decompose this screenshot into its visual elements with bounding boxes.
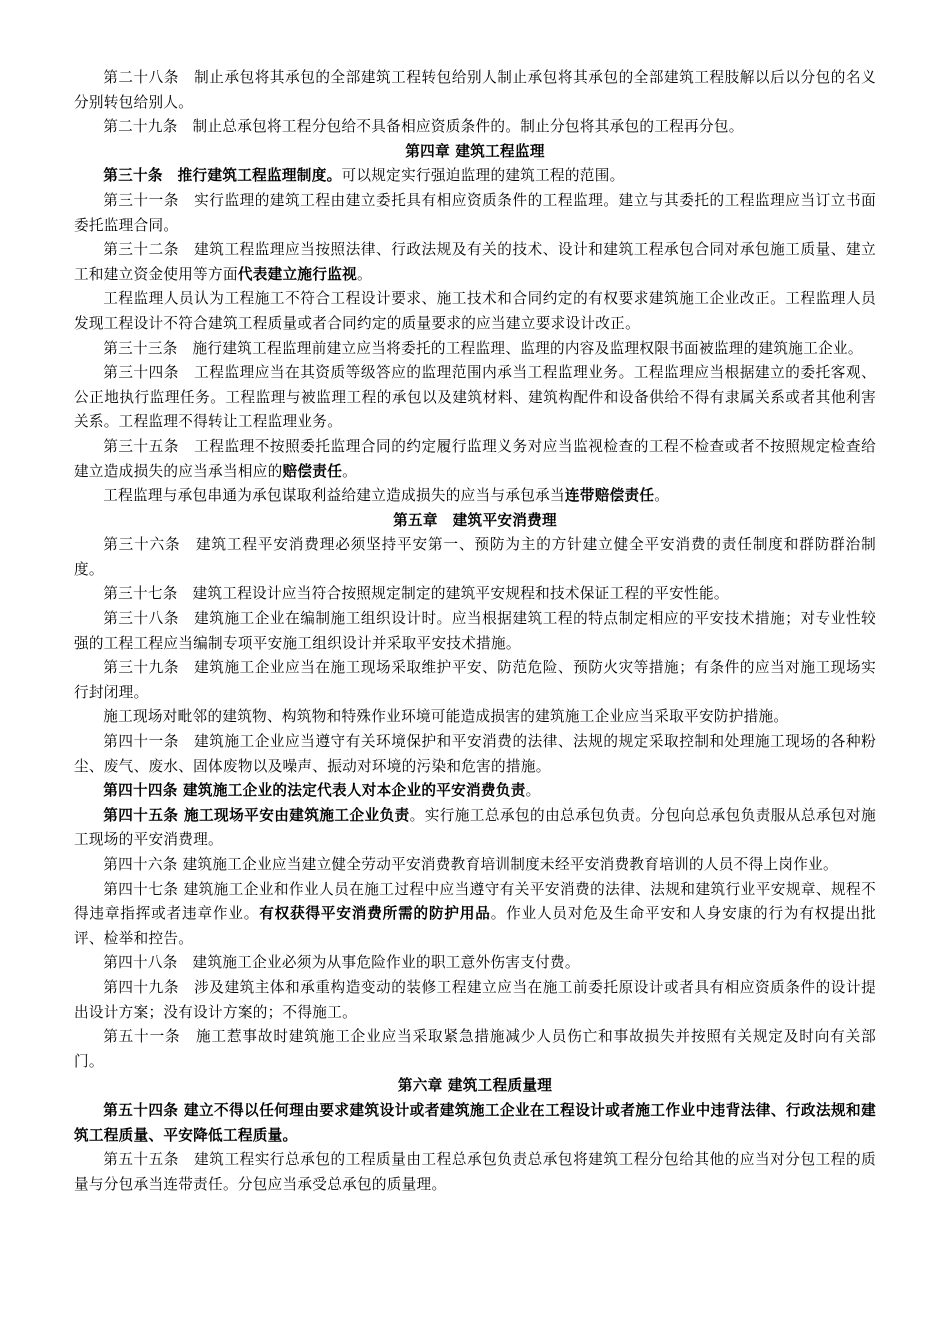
text-run: 第四十九条 涉及建筑主体和承重构造变动的装修工程建立应当在施工前委托原设计或者具有相应资质条件的设计提出设计方案；没有设计方案的；不得施工。 [74,978,876,1021]
article-paragraph [74,484,876,509]
bold-text: 连带赔偿责任 [564,487,655,505]
text-run: 第二十八条 制止承包将其承包的全部建筑工程转包给别人制止承包将其承包的全部建筑工程肢解以后以分包的名义分别转包给别人。 [74,69,876,111]
text-run: 第三十八条 建筑施工企业在编制施工组织设计时。应当根据建筑工程的特点制定相应的平安技术措施；对专业性较强的工程工程应当编制专项平安施工组织设计并采取平安技术措施。 [74,610,876,652]
article-paragraph [74,533,876,582]
article-paragraph [74,853,876,878]
article-paragraph [74,582,876,607]
text-run: 第三十一条 实行监理的建筑工程由建立委托具有相应资质条件的工程监理。建立与其委托的工程监理应当订立书面委托监理合同。 [74,191,876,234]
text-run: 。 [654,487,670,505]
article-paragraph [74,1025,876,1074]
text-run: 可以规定实行强迫监理的建筑工程的范围。 [341,167,625,185]
article-paragraph [74,878,876,952]
bold-text: 代表建立施行监视 [237,265,357,283]
bold-text: 第四十五条 施工现场平安由建筑施工企业负责 [103,806,410,824]
article-paragraph [74,189,876,238]
article-paragraph [74,976,876,1025]
bold-text: 赔偿责任 [282,462,343,480]
text-run: 。作业人员对危及生命平安和人身安康的行为有权提出批评、检举和控告。 [74,905,876,947]
text-run: 第四十一条 建筑施工企业应当遵守有关环境保护和平安消费的法律、法规的规定采取控制和处理施工现场的各种粉尘、废气、废水、固体废物以及噪声、振动对环境的污染和危害的措施。 [74,733,876,775]
bold-text: 有权获得平安消费所需的防护用品 [259,905,491,923]
text-run: 第三十二条 建筑工程监理应当按照法律、行政法规及有关的技术、设计和建筑工程承包合同对承包施工质量、建立工和建立资金使用等方面 [74,241,876,283]
article-paragraph [74,779,876,804]
text-run: 第五十一条 施工惹事故时建筑施工企业应当采取紧急措施减少人员伤亡和事故损失并按照有关规定及时向有关部门。 [74,1028,876,1070]
chapter-heading [74,140,876,165]
text-run: 第四十七条 建筑施工企业和作业人员在施工过程中应当遵守有关平安消费的法律、法规和建筑行业平安规章、规程不得违章指挥或者违章作业。 [74,880,876,923]
article-paragraph [74,1099,876,1148]
article-paragraph [74,656,876,705]
bold-text: 第三十条 推行建筑工程监理制度。 [103,167,342,185]
text-run: 第四十八条 建筑施工企业必须为从事危险作业的职工意外伤害支付费。 [103,954,580,972]
article-paragraph [74,730,876,779]
article-paragraph [74,951,876,976]
article-paragraph [74,607,876,656]
article-paragraph [74,435,876,484]
text-run: 。 [342,462,357,480]
bold-text: 第五十四条 建立不得以任何理由要求建筑设计或者建筑施工企业在工程设计或者施工作业中违背法律、行政法规和建筑工程质量、平安降低工程质量。 [74,1101,876,1144]
article-paragraph [74,238,876,287]
article-paragraph [74,361,876,435]
text-run: 。 [357,265,372,283]
bold-text: 第四十四条 建筑施工企业的法定代表人对本企业的平安消费负责 [103,782,526,800]
text-run: 第二十九条 制止总承包将工程分包给不具备相应资质条件的。制止分包将其承包的工程再分包。 [103,118,744,136]
text-run: 第六章 建筑工程质量理 [397,1077,553,1095]
article-paragraph [74,1148,876,1197]
text-run: 第五十五条 建筑工程实行总承包的工程质量由工程总承包负责总承包将建筑工程分包给其他的应当对分包工程的质量与分包承当连带责任。分包应当承受总承包的质量理。 [74,1151,876,1193]
text-run: 。实行施工总承包的由总承包负责。分包向总承包负责服从总承包对施工现场的平安消费理。 [74,806,876,849]
text-run: 工程监理人员认为工程施工不符合工程设计要求、施工技术和合同约定的有权要求建筑施工企业改正。工程监理人员发现工程设计不符合建筑工程质量或者合同约定的质量要求的应当建立要求设计改正。 [74,290,876,332]
text-run: 第三十六条 建筑工程平安消费理必须坚持平安第一、预防为主的方针建立健全平安消费的责任制度和群防群治制度。 [74,536,876,578]
article-paragraph [74,287,876,336]
article-paragraph [74,66,876,115]
chapter-heading [74,509,876,534]
article-paragraph [74,705,876,730]
text-run: 第三十七条 建筑工程设计应当符合按照规定制定的建筑平安规程和技术保证工程的平安性能。 [103,585,729,603]
text-run: 施工现场对毗邻的建筑物、构筑物和特殊作业环境可能造成损害的建筑施工企业应当采取平安防护措施。 [103,708,789,726]
text-run: 第三十三条 施行建筑工程监理前建立应当将委托的工程监理、监理的内容及监理权限书面被监理的建筑施工企业。 [103,339,863,357]
article-paragraph [74,164,876,189]
text-run: 第四章 建筑工程监理 [405,142,545,160]
chapter-heading [74,1074,876,1099]
text-run: 第三十五条 工程监理不按照委托监理合同的约定履行监理义务对应当监视检查的工程不检查或者不按照规定检查给建立造成损失的应当承当相应的 [74,437,876,480]
text-run: 工程监理与承包串通为承包谋取利益给建立造成损失的应当与承包承当 [103,487,565,505]
text-run: 第五章 建筑平安消费理 [393,511,557,529]
text-run: 第三十四条 工程监理应当在其资质等级答应的监理范围内承当工程监理业务。工程监理应当根据建立的委托客观、公正地执行监理任务。工程监理与被监理工程的承包以及建筑材料、建筑构配件和设备供给不得有隶属关系或者其他利害关系。工程监理不得转让工程监理业务。 [74,364,876,431]
article-paragraph [74,115,876,140]
text-run: 。 [525,782,541,800]
article-paragraph [74,804,876,853]
text-run: 第三十九条 建筑施工企业应当在施工现场采取维护平安、防范危险、预防火灾等措施；有条件的应当对施工现场实行封闭理。 [74,659,876,701]
article-paragraph [74,337,876,362]
text-run: 第四十六条 建筑施工企业应当建立健全劳动平安消费教育培训制度未经平安消费教育培训的人员不得上岗作业。 [103,856,838,873]
